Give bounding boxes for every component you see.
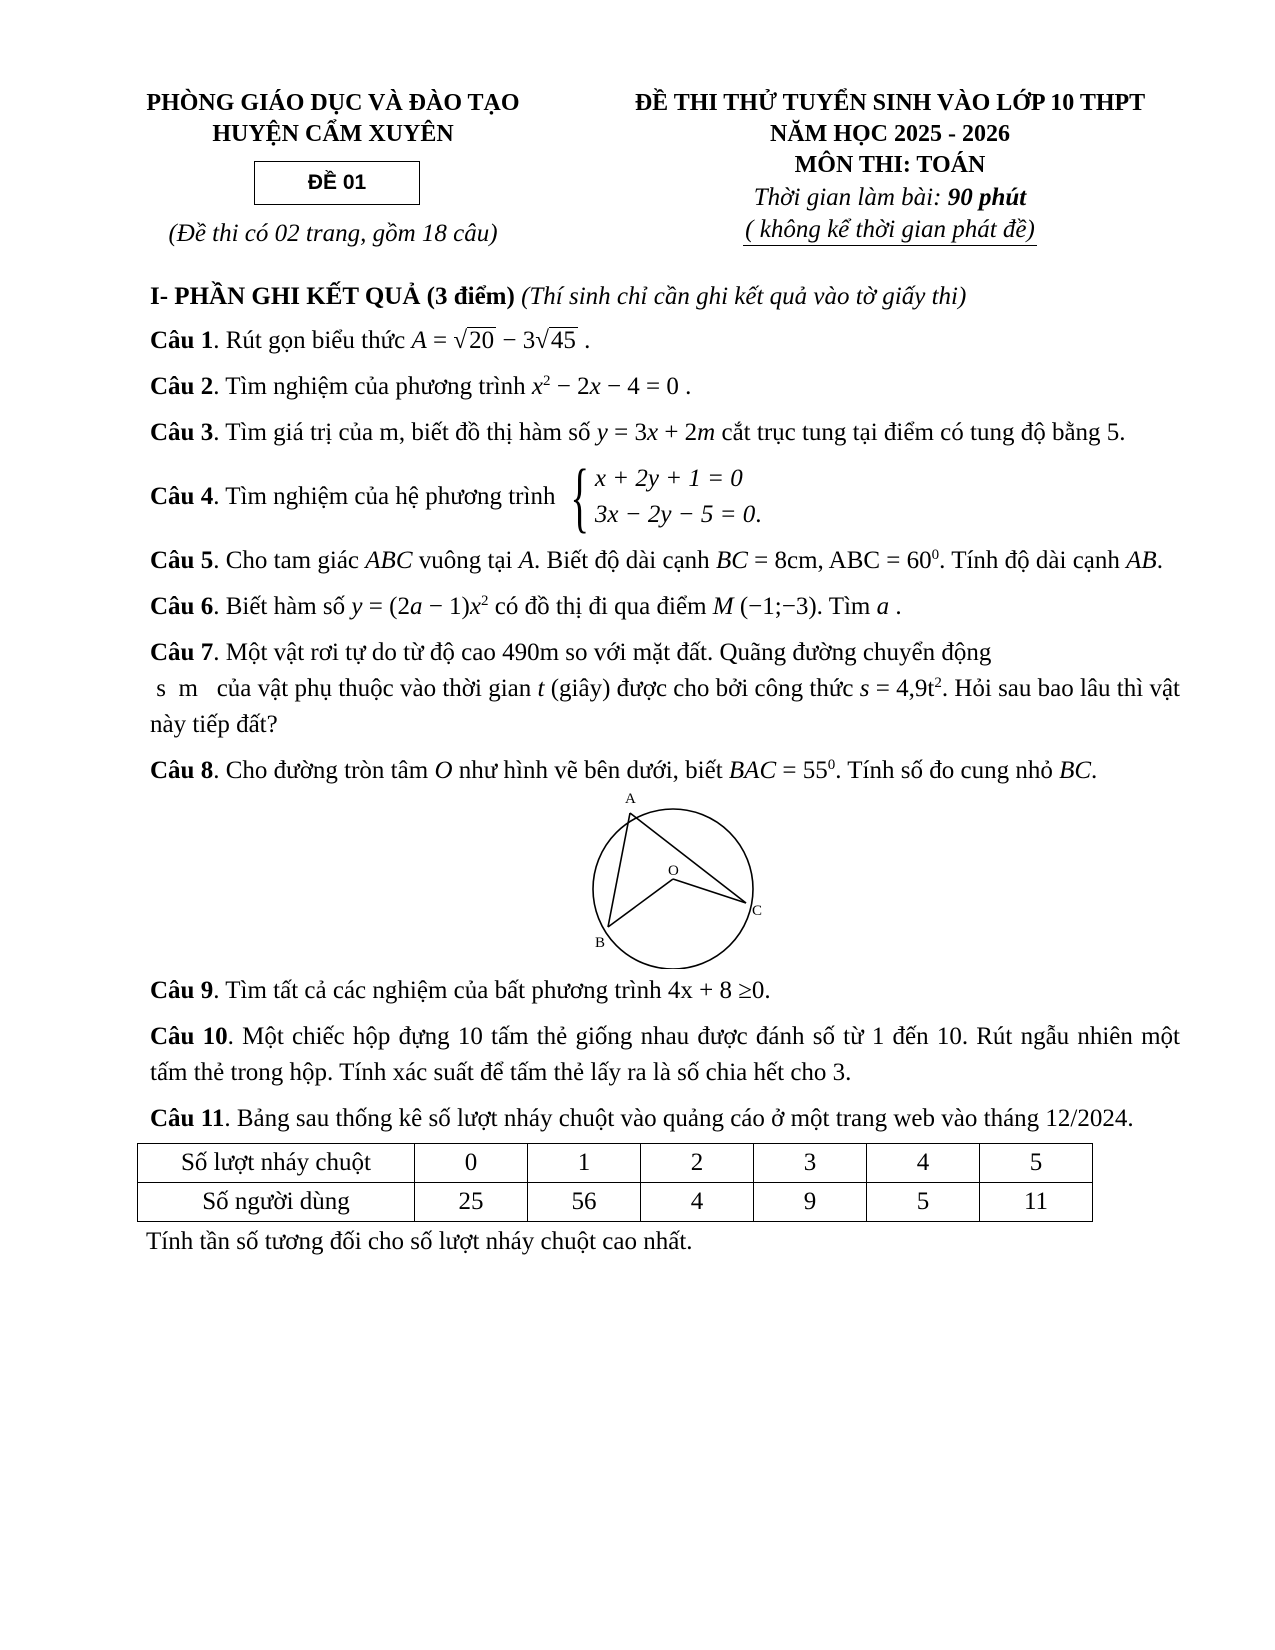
table-row [138, 1183, 1093, 1222]
table-cell: 9 [754, 1183, 867, 1222]
department-name: PHÒNG GIÁO DỤC VÀ ĐÀO TẠO [146, 90, 520, 116]
table-cell: 5 [867, 1183, 980, 1222]
subject: MÔN THI: TOÁN [794, 152, 986, 178]
question-2: Câu 2. Tìm nghiệm của phương trình $x^2 - 2x - 4 = 0$ . [150, 373, 692, 400]
table-cell: Số người dùng [138, 1183, 415, 1222]
math-expr: A = √20 − 3√45 . [411, 327, 591, 354]
math-expr: $y = (2a - 1)x^2$ [351, 593, 489, 620]
segment-ac [630, 813, 746, 903]
question-7: Câu 7. Một vật rơi tự do từ độ cao 490m so với mặt đất. Quãng đường chuyển động s m của vật phụ thuộc vào thời gian t (giây) được cho bởi công thức $s = 4,9t^2$. Hỏi sau bao lâu thì vật này tiếp đất? [150, 639, 1180, 738]
school-year: NĂM HỌC 2025 - 2026 [770, 121, 1010, 147]
point-c-label: C [752, 903, 763, 919]
pages-note: (Đề thi có 02 trang, gồm 18 câu) [168, 220, 498, 247]
question-11: Câu 11. Bảng sau thống kê số lượt nháy chuột vào quảng cáo ở một trang web vào tháng 12/2024. [150, 1105, 1134, 1132]
equation-system: { x + 2y + 1 = 0 3x − 2y − 5 = 0 . [570, 453, 762, 540]
point-b-label: B [595, 935, 606, 951]
question-9: Câu 9. Tìm tất cả các nghiệm của bất phương trình 4x + 8 ≥0. [150, 977, 771, 1004]
math-expr: s m [150, 675, 217, 702]
exam-code-box: ĐỀ 01 [254, 161, 420, 205]
question-8: Câu 8. Cho đường tròn tâm O như hình vẽ bên dưới, biết BAC = $55^0$. Tính số đo cung nhỏ BC. [150, 757, 1098, 784]
table-row [138, 1144, 1093, 1183]
table-cell: 56 [528, 1183, 641, 1222]
header-right [590, 88, 1190, 246]
table-cell: 2 [641, 1144, 754, 1183]
math-expr: y = 3x + 2m [596, 419, 716, 446]
table-cell: 4 [641, 1183, 754, 1222]
question-10: Câu 10. Một chiếc hộp đựng 10 tấm thẻ giống nhau được đánh số từ 1 đến 10. Rút ngẫu nhiên một tấm thẻ trong hộp. Tính xác suất để tấm thẻ lấy ra là số chia hết cho 3. [150, 1023, 1180, 1086]
point-o-label: O [668, 863, 679, 879]
time-limit: Thời gian làm bài: 90 phút [753, 184, 1027, 211]
question-5: Câu 5. Cho tam giác ABC vuông tại A. Biết độ dài cạnh BC = 8cm, ABC = $60^0$. Tính độ dài cạnh AB. [150, 547, 1163, 574]
time-note: ( không kể thời gian phát đề) [743, 214, 1037, 246]
question-1: Câu 1. Rút gọn biểu thức A = √20 − 3√45 . [150, 327, 591, 354]
question-6: Câu 6. Biết hàm số $y = (2a - 1)x^2$ có đồ thị đi qua điểm M (−1;−3). Tìm a . [150, 593, 902, 620]
exam-title: ĐỀ THI THỬ TUYỂN SINH VÀO LỚP 10 THPT [634, 90, 1146, 116]
math-expr: $x^2 - 2x - 4 = 0$ . [531, 373, 692, 400]
table-cell: 3 [754, 1144, 867, 1183]
segment-ob [608, 879, 673, 927]
exam-content [146, 280, 1180, 1260]
circle-figure [570, 789, 790, 969]
question-11-prompt: Tính tần số tương đối cho số lượt nháy chuột cao nhất. [146, 1228, 693, 1255]
math-expr: BAC = $55^0$ [728, 757, 836, 784]
point-a-label: A [625, 791, 636, 807]
section-title: I- PHẦN GHI KẾT QUẢ (3 điểm) (Thí sinh chỉ cần ghi kết quả vào tờ giấy thi) [150, 283, 967, 310]
table-cell: 5 [980, 1144, 1093, 1183]
segment-oc [673, 879, 746, 903]
math-expr: M (−1;−3) [712, 593, 817, 620]
table-cell: 25 [415, 1183, 528, 1222]
clicks-table [137, 1143, 1093, 1222]
question-3: Câu 3. Tìm giá trị của m, biết đồ thị hàm số y = 3x + 2m cắt trục tung tại điểm có tung độ bằng 5. [150, 419, 1126, 446]
table-cell: 0 [415, 1144, 528, 1183]
table-cell: 4 [867, 1144, 980, 1183]
header-left [113, 88, 553, 150]
math-expr: BC = 8cm, ABC = $60^0$ [715, 547, 940, 574]
question-4: Câu 4. Tìm nghiệm của hệ phương trình { x + 2y + 1 = 0 3x − 2y − 5 = 0 . [150, 453, 762, 540]
table-cell: 11 [980, 1183, 1093, 1222]
math-expr: $s = 4,9t^2$ [859, 675, 942, 702]
district-name: HUYỆN CẨM XUYÊN [212, 121, 454, 147]
table-cell: 1 [528, 1144, 641, 1183]
table-cell: Số lượt nháy chuột [138, 1144, 415, 1183]
